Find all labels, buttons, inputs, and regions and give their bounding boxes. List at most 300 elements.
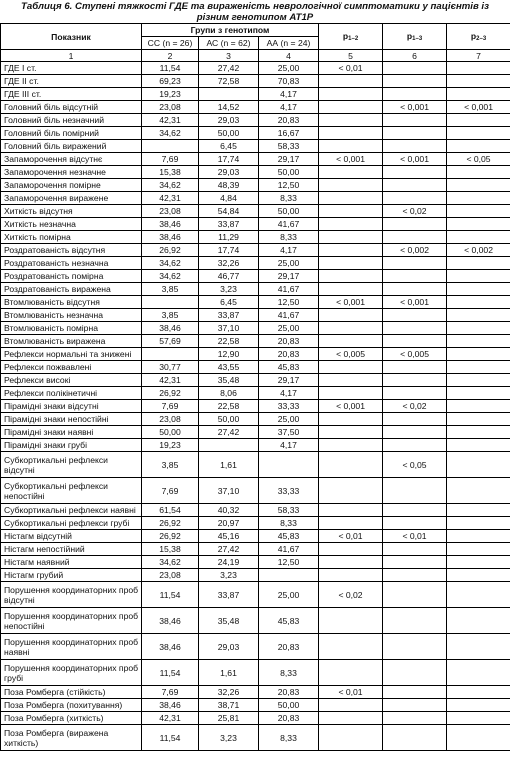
- cell-ac: 50,00: [199, 127, 259, 140]
- cell-cc: 26,92: [142, 387, 199, 400]
- header-indicator: Показник: [1, 24, 142, 50]
- cell-ac: 17,74: [199, 153, 259, 166]
- cell-p13: < 0,001: [383, 101, 447, 114]
- cell-p23: [447, 608, 510, 634]
- cell-p12: [319, 556, 383, 569]
- cell-p13: [383, 140, 447, 153]
- cell-ac: 50,00: [199, 413, 259, 426]
- cell-ac: 6,45: [199, 296, 259, 309]
- cell-cc: [142, 296, 199, 309]
- cell-ac: [199, 439, 259, 452]
- cell-ac: 8,06: [199, 387, 259, 400]
- cell-p12: [319, 608, 383, 634]
- cell-p23: [447, 725, 510, 751]
- table-row: [1, 244, 510, 257]
- cell-p12: [319, 569, 383, 582]
- cell-aa: 20,83: [259, 634, 319, 660]
- cell-p13: [383, 725, 447, 751]
- row-label: Поза Ромберга (стійкість): [1, 686, 142, 699]
- table-row: [1, 101, 510, 114]
- cell-p13: [383, 127, 447, 140]
- header-p23: $p_{2-3}$: [447, 24, 510, 50]
- table-row: [1, 686, 510, 699]
- table-row: [1, 699, 510, 712]
- cell-cc: 30,77: [142, 361, 199, 374]
- cell-cc: 69,23: [142, 75, 199, 88]
- cell-aa: 58,33: [259, 140, 319, 153]
- cell-ac: [199, 88, 259, 101]
- row-label: Поза Ромберга (виражена хиткість): [1, 725, 142, 751]
- cell-cc: [142, 348, 199, 361]
- cell-ac: 29,03: [199, 634, 259, 660]
- row-label: Роздратованість помірна: [1, 270, 142, 283]
- cell-p12: [319, 101, 383, 114]
- row-label: Ністагм відсутній: [1, 530, 142, 543]
- cell-ac: 35,48: [199, 374, 259, 387]
- cell-cc: 38,46: [142, 634, 199, 660]
- table-row: [1, 153, 510, 166]
- table-row: [1, 322, 510, 335]
- row-label: Порушення координаторних проб відсутні: [1, 582, 142, 608]
- cell-cc: 34,62: [142, 127, 199, 140]
- cell-p13: [383, 439, 447, 452]
- cell-ac: 3,23: [199, 569, 259, 582]
- cell-cc: 38,46: [142, 608, 199, 634]
- cell-cc: 38,46: [142, 322, 199, 335]
- row-label: Головний біль відсутній: [1, 101, 142, 114]
- cell-p23: [447, 257, 510, 270]
- cell-p13: < 0,02: [383, 400, 447, 413]
- cell-p13: [383, 478, 447, 504]
- header-num-4: 4: [259, 50, 319, 62]
- cell-p13: [383, 309, 447, 322]
- cell-cc: 34,62: [142, 179, 199, 192]
- row-label: Втомлюваність помірна: [1, 322, 142, 335]
- table-row: [1, 478, 510, 504]
- table-row: [1, 140, 510, 153]
- cell-cc: 23,08: [142, 413, 199, 426]
- table-row: [1, 634, 510, 660]
- cell-aa: 41,67: [259, 543, 319, 556]
- cell-p23: [447, 296, 510, 309]
- cell-p13: < 0,05: [383, 452, 447, 478]
- cell-p12: [319, 270, 383, 283]
- cell-ac: 40,32: [199, 504, 259, 517]
- cell-p13: [383, 166, 447, 179]
- table-row: [1, 335, 510, 348]
- cell-p23: [447, 413, 510, 426]
- cell-p13: [383, 686, 447, 699]
- cell-p12: [319, 478, 383, 504]
- cell-p13: [383, 361, 447, 374]
- cell-aa: 20,83: [259, 712, 319, 725]
- cell-p23: [447, 75, 510, 88]
- cell-aa: 58,33: [259, 504, 319, 517]
- cell-p12: [319, 75, 383, 88]
- row-label: Роздратованість незначна: [1, 257, 142, 270]
- table-row: [1, 114, 510, 127]
- cell-p13: < 0,001: [383, 153, 447, 166]
- cell-ac: 27,42: [199, 62, 259, 75]
- cell-p12: < 0,02: [319, 582, 383, 608]
- cell-aa: 4,17: [259, 101, 319, 114]
- cell-ac: 25,81: [199, 712, 259, 725]
- row-label: Рефлекси полікінетичні: [1, 387, 142, 400]
- header-p13: $p_{1-3}$: [383, 24, 447, 50]
- cell-ac: 48,39: [199, 179, 259, 192]
- table-row: [1, 517, 510, 530]
- cell-p23: [447, 192, 510, 205]
- cell-p13: [383, 257, 447, 270]
- table-row: [1, 530, 510, 543]
- cell-p13: < 0,005: [383, 348, 447, 361]
- cell-p13: [383, 75, 447, 88]
- cell-p23: [447, 452, 510, 478]
- cell-cc: 11,54: [142, 725, 199, 751]
- table-row: [1, 608, 510, 634]
- cell-p23: [447, 634, 510, 660]
- cell-p13: [383, 62, 447, 75]
- cell-p12: [319, 634, 383, 660]
- cell-p13: [383, 413, 447, 426]
- cell-p13: [383, 192, 447, 205]
- cell-aa: 20,83: [259, 335, 319, 348]
- row-label: ГДЕ ІІ ст.: [1, 75, 142, 88]
- cell-p12: [319, 660, 383, 686]
- cell-cc: 42,31: [142, 374, 199, 387]
- cell-p13: [383, 270, 447, 283]
- cell-ac: 38,71: [199, 699, 259, 712]
- cell-cc: 15,38: [142, 543, 199, 556]
- cell-p13: [383, 114, 447, 127]
- cell-aa: 41,67: [259, 218, 319, 231]
- cell-cc: 38,46: [142, 699, 199, 712]
- row-label: Порушення координаторних проб наявні: [1, 634, 142, 660]
- cell-p23: [447, 556, 510, 569]
- cell-p13: [383, 88, 447, 101]
- cell-aa: 70,83: [259, 75, 319, 88]
- cell-aa: 25,00: [259, 322, 319, 335]
- row-label: Субкортикальні рефлекси наявні: [1, 504, 142, 517]
- cell-p12: [319, 712, 383, 725]
- table-row: [1, 452, 510, 478]
- cell-p13: [383, 218, 447, 231]
- cell-aa: 20,83: [259, 686, 319, 699]
- cell-p23: [447, 582, 510, 608]
- cell-p12: [319, 543, 383, 556]
- table-row: [1, 556, 510, 569]
- cell-p12: [319, 361, 383, 374]
- cell-ac: 14,52: [199, 101, 259, 114]
- table-row: [1, 374, 510, 387]
- cell-ac: 72,58: [199, 75, 259, 88]
- table-row: [1, 725, 510, 751]
- table-row: [1, 127, 510, 140]
- table-row: [1, 348, 510, 361]
- cell-p13: [383, 712, 447, 725]
- cell-cc: [142, 140, 199, 153]
- cell-p13: [383, 608, 447, 634]
- cell-cc: 23,08: [142, 101, 199, 114]
- cell-ac: 33,87: [199, 218, 259, 231]
- cell-p12: [319, 426, 383, 439]
- header-num-2: 2: [142, 50, 199, 62]
- table-row: [1, 205, 510, 218]
- header-groups: Групи з генотипом: [142, 24, 319, 37]
- row-label: Рефлекси пожвавлені: [1, 361, 142, 374]
- cell-p23: [447, 712, 510, 725]
- table-row: [1, 426, 510, 439]
- cell-p12: [319, 517, 383, 530]
- header-num-1: 1: [1, 50, 142, 62]
- cell-aa: 33,33: [259, 400, 319, 413]
- cell-ac: 54,84: [199, 205, 259, 218]
- table-row: [1, 296, 510, 309]
- cell-ac: 43,55: [199, 361, 259, 374]
- row-label: Головний біль незначний: [1, 114, 142, 127]
- cell-cc: 50,00: [142, 426, 199, 439]
- cell-cc: 61,54: [142, 504, 199, 517]
- cell-aa: 20,83: [259, 114, 319, 127]
- cell-aa: 25,00: [259, 62, 319, 75]
- table-row: [1, 166, 510, 179]
- table-row: [1, 231, 510, 244]
- cell-aa: 37,50: [259, 426, 319, 439]
- cell-p23: [447, 166, 510, 179]
- cell-p23: [447, 322, 510, 335]
- row-label: Рефлекси високі: [1, 374, 142, 387]
- cell-cc: 57,69: [142, 335, 199, 348]
- cell-p23: < 0,05: [447, 153, 510, 166]
- cell-p12: [319, 309, 383, 322]
- row-label: Поза Ромберга (похитування): [1, 699, 142, 712]
- cell-p23: [447, 335, 510, 348]
- header-aa: АА (n = 24): [259, 37, 319, 50]
- row-label: Субкортикальні рефлекси непостійні: [1, 478, 142, 504]
- cell-aa: 50,00: [259, 205, 319, 218]
- cell-p23: [447, 270, 510, 283]
- cell-p13: [383, 387, 447, 400]
- cell-aa: 16,67: [259, 127, 319, 140]
- cell-aa: [259, 569, 319, 582]
- cell-cc: 26,92: [142, 517, 199, 530]
- cell-p13: < 0,02: [383, 205, 447, 218]
- row-label: Запаморочення незначне: [1, 166, 142, 179]
- cell-cc: 34,62: [142, 270, 199, 283]
- cell-aa: 25,00: [259, 413, 319, 426]
- cell-p23: [447, 140, 510, 153]
- cell-ac: 37,10: [199, 322, 259, 335]
- cell-p23: [447, 478, 510, 504]
- table-row: [1, 270, 510, 283]
- cell-cc: 42,31: [142, 712, 199, 725]
- cell-aa: 29,17: [259, 374, 319, 387]
- cell-aa: 8,33: [259, 660, 319, 686]
- cell-p12: [319, 725, 383, 751]
- row-label: Запаморочення виражене: [1, 192, 142, 205]
- row-label: Хиткість незначна: [1, 218, 142, 231]
- cell-p12: < 0,01: [319, 62, 383, 75]
- table-row: [1, 660, 510, 686]
- cell-aa: 8,33: [259, 192, 319, 205]
- table-row: [1, 179, 510, 192]
- cell-p13: [383, 374, 447, 387]
- cell-p23: [447, 231, 510, 244]
- table-row: [1, 88, 510, 101]
- cell-p12: < 0,001: [319, 296, 383, 309]
- row-label: Втомлюваність виражена: [1, 335, 142, 348]
- cell-p23: < 0,002: [447, 244, 510, 257]
- cell-ac: 17,74: [199, 244, 259, 257]
- cell-p12: [319, 140, 383, 153]
- cell-p12: [319, 439, 383, 452]
- row-label: Порушення координаторних проб грубі: [1, 660, 142, 686]
- cell-cc: 11,54: [142, 582, 199, 608]
- cell-cc: 19,23: [142, 88, 199, 101]
- cell-aa: [259, 452, 319, 478]
- cell-aa: 12,50: [259, 556, 319, 569]
- row-label: Ністагм непостійний: [1, 543, 142, 556]
- cell-p13: [383, 283, 447, 296]
- cell-p23: [447, 530, 510, 543]
- table-row: [1, 192, 510, 205]
- cell-p23: [447, 504, 510, 517]
- row-label: Субкортикальні рефлекси відсутні: [1, 452, 142, 478]
- cell-p13: [383, 426, 447, 439]
- table-row: [1, 543, 510, 556]
- cell-cc: 34,62: [142, 257, 199, 270]
- cell-p12: [319, 335, 383, 348]
- cell-cc: 3,85: [142, 283, 199, 296]
- table-row: [1, 361, 510, 374]
- cell-aa: 20,83: [259, 348, 319, 361]
- cell-cc: 42,31: [142, 192, 199, 205]
- cell-p13: [383, 231, 447, 244]
- cell-ac: 27,42: [199, 426, 259, 439]
- cell-cc: 3,85: [142, 309, 199, 322]
- cell-p13: < 0,002: [383, 244, 447, 257]
- cell-ac: 45,16: [199, 530, 259, 543]
- cell-p23: [447, 114, 510, 127]
- cell-cc: 23,08: [142, 205, 199, 218]
- cell-p23: < 0,001: [447, 101, 510, 114]
- cell-p23: [447, 426, 510, 439]
- cell-ac: 20,97: [199, 517, 259, 530]
- table-row: [1, 400, 510, 413]
- cell-p23: [447, 179, 510, 192]
- header-ac: АС (n = 62): [199, 37, 259, 50]
- cell-ac: 3,23: [199, 283, 259, 296]
- cell-ac: 37,10: [199, 478, 259, 504]
- cell-p12: [319, 166, 383, 179]
- cell-ac: 32,26: [199, 686, 259, 699]
- cell-cc: 26,92: [142, 244, 199, 257]
- cell-cc: 34,62: [142, 556, 199, 569]
- cell-p12: < 0,01: [319, 686, 383, 699]
- cell-p23: [447, 517, 510, 530]
- cell-aa: 8,33: [259, 517, 319, 530]
- cell-cc: 7,69: [142, 478, 199, 504]
- cell-cc: 26,92: [142, 530, 199, 543]
- cell-p12: [319, 374, 383, 387]
- table-row: [1, 62, 510, 75]
- row-label: Хиткість відсутня: [1, 205, 142, 218]
- cell-ac: 22,58: [199, 335, 259, 348]
- cell-aa: 12,50: [259, 179, 319, 192]
- cell-p12: [319, 231, 383, 244]
- cell-aa: 29,17: [259, 270, 319, 283]
- cell-cc: 38,46: [142, 231, 199, 244]
- cell-p12: [319, 244, 383, 257]
- cell-aa: 33,33: [259, 478, 319, 504]
- cell-ac: 33,87: [199, 309, 259, 322]
- cell-ac: 32,26: [199, 257, 259, 270]
- header-num-6: 6: [383, 50, 447, 62]
- cell-cc: 38,46: [142, 218, 199, 231]
- row-label: Втомлюваність незначна: [1, 309, 142, 322]
- cell-p13: [383, 634, 447, 660]
- cell-p13: [383, 504, 447, 517]
- cell-p13: [383, 335, 447, 348]
- row-label: Втомлюваність відсутня: [1, 296, 142, 309]
- cell-p12: [319, 699, 383, 712]
- table-row: [1, 569, 510, 582]
- cell-ac: 1,61: [199, 660, 259, 686]
- cell-p23: [447, 374, 510, 387]
- cell-ac: 3,23: [199, 725, 259, 751]
- cell-p23: [447, 699, 510, 712]
- row-label: Субкортикальні рефлекси грубі: [1, 517, 142, 530]
- row-label: Хиткість помірна: [1, 231, 142, 244]
- cell-p12: [319, 179, 383, 192]
- table-row: [1, 387, 510, 400]
- cell-p12: [319, 257, 383, 270]
- cell-ac: 4,84: [199, 192, 259, 205]
- cell-p23: [447, 62, 510, 75]
- cell-p23: [447, 569, 510, 582]
- cell-ac: 12,90: [199, 348, 259, 361]
- cell-p23: [447, 543, 510, 556]
- cell-p12: [319, 504, 383, 517]
- header-num-7: 7: [447, 50, 510, 62]
- cell-p13: [383, 543, 447, 556]
- cell-p13: < 0,001: [383, 296, 447, 309]
- cell-p12: [319, 387, 383, 400]
- cell-p12: < 0,001: [319, 153, 383, 166]
- cell-p23: [447, 439, 510, 452]
- cell-ac: 24,19: [199, 556, 259, 569]
- cell-aa: 41,67: [259, 309, 319, 322]
- table-row: [1, 439, 510, 452]
- table-row: [1, 283, 510, 296]
- row-label: Пірамідні знаки наявні: [1, 426, 142, 439]
- cell-aa: 8,33: [259, 725, 319, 751]
- cell-p23: [447, 205, 510, 218]
- cell-p12: [319, 322, 383, 335]
- cell-p12: < 0,005: [319, 348, 383, 361]
- cell-p13: [383, 699, 447, 712]
- cell-cc: 19,23: [142, 439, 199, 452]
- table-row: [1, 309, 510, 322]
- cell-cc: 42,31: [142, 114, 199, 127]
- table-caption: Таблиця 6. Ступені тяжкості ГДЕ та вираженість неврологічної симптоматики у пацієнтів із різним генотипом AT1P: [21, 1, 489, 23]
- cell-aa: 4,17: [259, 387, 319, 400]
- cell-cc: 23,08: [142, 569, 199, 582]
- cell-p12: < 0,001: [319, 400, 383, 413]
- cell-p12: < 0,01: [319, 530, 383, 543]
- cell-p12: [319, 205, 383, 218]
- cell-p12: [319, 218, 383, 231]
